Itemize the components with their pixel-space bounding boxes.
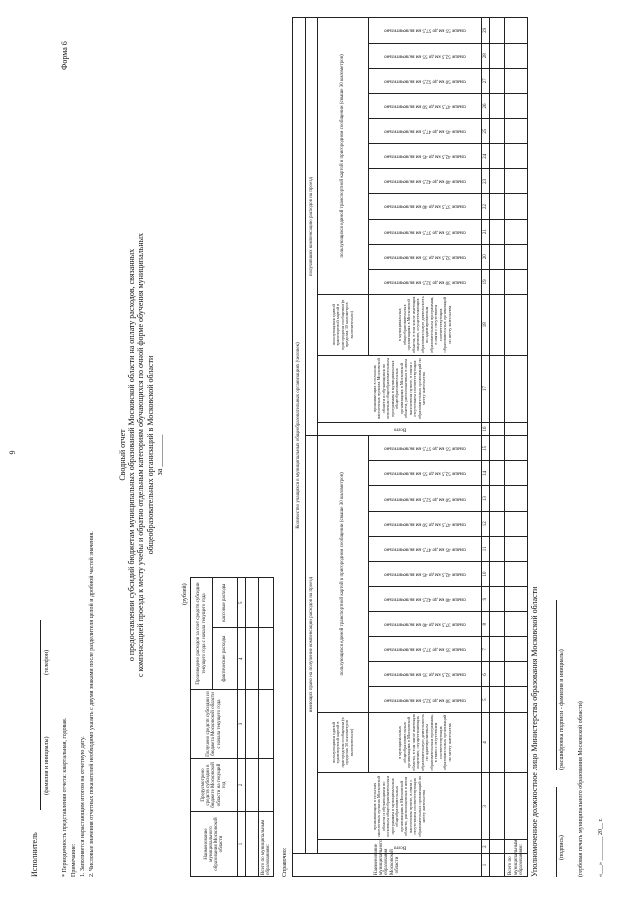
t2-total-cell <box>505 294 528 355</box>
t2-data-cell <box>490 587 505 612</box>
distance-band-header-2: свыше 32,5 км до 35 км включительно <box>369 244 482 269</box>
t2-col-number: 9 <box>482 587 490 612</box>
distance-band-header: свыше 37,5 км до 40 км включительно <box>369 612 482 637</box>
t2-data-cell <box>490 294 505 355</box>
note-2: 2. Числовые значения отчетных показателей необходимо указать с двумя знаками после разделителя целой и дробной частей значения. <box>89 531 95 877</box>
t2-total-cell <box>505 244 528 269</box>
t2-data-cell <box>490 355 505 422</box>
t2-total-cell <box>505 169 528 194</box>
t2-col-number: 7 <box>482 637 490 662</box>
t2-header-transport-over-30-2: пользующихся единой транспортной картой в пригородном сообщении (свыше 30 километров) <box>318 18 369 295</box>
table-students <box>292 17 528 877</box>
t1-col-number: 1 <box>238 812 246 877</box>
t2-data-cell <box>490 244 505 269</box>
t2-group-received: получивших компенсацию расходов на проезд <box>306 18 318 436</box>
form-label: Форма 6 <box>60 41 69 70</box>
report-title-line-4: общеобразовательных организаций в Московской области <box>145 355 155 555</box>
t2-data-cell <box>490 662 505 687</box>
note-1: 1. Заполняется нарастающим итогом на отчетную дату. <box>80 736 86 877</box>
t2-total-cell <box>505 194 528 219</box>
t1-total-cell <box>259 628 274 690</box>
t2-data-cell <box>490 486 505 511</box>
t2-total-cell <box>505 93 528 118</box>
t2-header-total: Всего <box>318 840 482 854</box>
executor-name-caption: (фамилия и инициалы) <box>44 736 50 795</box>
t1-total-cell <box>259 578 274 628</box>
report-title-line-2: о предоставлении субсидий бюджетам муниципальных образований Московской области на оплату расходов, связанных <box>127 248 137 662</box>
t2-data-cell <box>490 93 505 118</box>
decode-line <box>556 600 557 770</box>
report-period: за ________ <box>154 434 164 476</box>
t2-data-cell <box>490 68 505 93</box>
t2-col-number: 5 <box>482 687 490 712</box>
t2-data-cell <box>490 840 505 854</box>
t2-total-cell <box>505 355 528 422</box>
t2-header-top: Количество учащихся в муниципальных общеобразовательных организациях (человек) <box>293 18 306 854</box>
official-label: Уполномоченное должностное лицо Министерства образования Московской области <box>530 586 539 877</box>
t2-total-cell <box>505 712 528 773</box>
t2-total-cell <box>505 119 528 144</box>
report-title-line-1: Сводный отчет <box>118 429 127 481</box>
t2-header-transport-30: пользующихся единой транспортной картой в пригородном сообщении (в пределах 30 километров включительно) <box>318 712 369 773</box>
t1-subheader-actual: фактические расходы <box>213 628 238 690</box>
t2-col-number: 27 <box>482 68 490 93</box>
t2-total-cell <box>505 637 528 662</box>
t1-col-number: 5 <box>238 578 246 628</box>
t2-col-number: 29 <box>482 18 490 44</box>
distance-band-header-2: свыше 45 км до 47,5 км включительно <box>369 119 482 144</box>
t2-col-number: 13 <box>482 486 490 511</box>
date-line: «___» ________ 20__ г. <box>598 818 604 877</box>
t2-data-cell <box>490 612 505 637</box>
t2-data-cell <box>490 422 505 436</box>
t2-data-cell <box>490 511 505 536</box>
t1-header-received: Получено средств субсидии из бюджета Московской области с начала текущего года <box>191 690 238 759</box>
t2-col-number: 15 <box>482 436 490 461</box>
t2-total-cell <box>505 561 528 586</box>
distance-band-header-2: свыше 55 км до 57,5 км включительно <box>369 18 482 44</box>
report-title <box>118 125 164 785</box>
t2-data-cell <box>490 169 505 194</box>
t2-total-cell <box>505 773 528 840</box>
t2-data-cell <box>490 194 505 219</box>
decode-caption: (расшифровка подписи - фамилия и инициалы) <box>559 649 565 770</box>
t2-header-municipal-orgs-2: в муниципальных общеобразовательных организациях в Московской области, в том числе имеющих лицензию, осуществляющих образовательную деятельность по адаптированным образовательным программам, в связи с отсутствием соответствующих образовательных организаций по месту жительства <box>369 294 482 355</box>
distance-band-header-2: свыше 50 км до 52,5 км включительно <box>369 68 482 93</box>
t2-data-cell <box>490 436 505 461</box>
distance-band-header: свыше 55 км до 57,5 км включительно <box>369 436 482 461</box>
t2-header-total-2: Всего <box>318 422 482 436</box>
t2-data-cell <box>490 461 505 486</box>
t2-total-cell <box>505 269 528 294</box>
t1-data-cell <box>246 812 259 877</box>
distance-band-header: свыше 30 км до 32,5 км включительно <box>369 687 482 712</box>
distance-band-header: свыше 35 км до 37,5 км включительно <box>369 637 482 662</box>
t2-col-number: 11 <box>482 536 490 561</box>
t2-total-cell <box>505 43 528 68</box>
t2-col-number: 17 <box>482 355 490 422</box>
t2-data-cell <box>490 853 505 876</box>
distance-band-header-2: свыше 30 км до 32,5 км включительно <box>369 269 482 294</box>
t2-data-cell <box>490 687 505 712</box>
t1-header-spent: Произведено расходов за счет средств субсидии текущего года с начала текущего года <box>191 578 213 690</box>
t2-col-number: 25 <box>482 119 490 144</box>
t2-total-cell <box>505 612 528 637</box>
executor-line <box>40 620 41 810</box>
distance-band-header: свыше 32,5 км до 35 км включительно <box>369 662 482 687</box>
t1-data-cell <box>246 690 259 759</box>
t2-col-number: 4 <box>482 712 490 773</box>
unit-label: (рублей) <box>182 583 188 605</box>
t2-col-number: 24 <box>482 144 490 169</box>
distance-band-header: свыше 40 км до 42,5 км включительно <box>369 587 482 612</box>
t2-header-municipal-orgs: в муниципальных общеобразовательных организациях в Московской области, в том числе имеющих лицензию, осуществляющих образовательную деятельность по адаптированным образовательным программам, в связи с отсутствием соответствующих образовательных организаций по месту жительства <box>369 712 482 773</box>
distance-band-header-2: свыше 47,5 км до 50 км включительно <box>369 93 482 118</box>
t2-data-cell <box>490 119 505 144</box>
t2-col-number: 12 <box>482 511 490 536</box>
t2-total-cell <box>505 587 528 612</box>
executor-phone-caption: (телефон) <box>44 649 50 675</box>
t2-col-number: 21 <box>482 219 490 244</box>
t1-data-cell <box>246 578 259 628</box>
t2-total-cell <box>505 486 528 511</box>
t1-header-municipality: Наименование муниципального образования Московской области <box>191 812 238 877</box>
t2-data-cell <box>490 18 505 44</box>
report-title-line-3: с компенсацией проезда к месту учебы и обратно отдельным категориям обучающихся по очной форме обучения муниципальных <box>136 232 146 678</box>
t1-header-planned: Предусмотрено средств субсидии в бюджете Московской области на текущий год <box>191 759 238 812</box>
distance-band-header: свыше 45 км до 47,5 км включительно <box>369 536 482 561</box>
note-periodicity: * Периодичность представления отчета: квартальная, годовая. <box>62 717 68 877</box>
t1-total-cell <box>259 690 274 759</box>
distance-band-header: свыше 50 км до 52,5 км включительно <box>369 486 482 511</box>
t2-col-number: 16 <box>482 422 490 436</box>
t1-total-label: Всего по муниципальным образованиям: <box>259 812 274 877</box>
distance-band-header-2: свыше 42,5 км до 45 км включительно <box>369 144 482 169</box>
page-number: 9 <box>8 450 17 455</box>
distance-band-header: свыше 52,5 км до 55 км включительно <box>369 461 482 486</box>
t2-data-cell <box>490 773 505 840</box>
t2-header-transport-over-30: пользующихся единой транспортной картой в пригородном сообщении (свыше 30 километров) <box>318 436 369 712</box>
note-title: Примечание: <box>71 843 77 877</box>
t2-header-municipality: Наименование муниципального образования Московской области <box>293 853 482 876</box>
t2-col-number: 1 <box>482 853 490 876</box>
sign-line <box>556 787 557 877</box>
t2-col-number: 10 <box>482 561 490 586</box>
t1-total-cell <box>259 759 274 812</box>
t2-data-cell <box>490 637 505 662</box>
stamp-caption: (гербовая печать муниципального образования Московской области) <box>578 701 584 877</box>
t2-total-cell <box>505 144 528 169</box>
t2-col-number: 22 <box>482 194 490 219</box>
t2-total-cell <box>505 436 528 461</box>
distance-band-header-2: свыше 35 км до 37,5 км включительно <box>369 219 482 244</box>
t2-col-number: 8 <box>482 612 490 637</box>
t2-col-number: 18 <box>482 294 490 355</box>
t2-total-cell <box>505 18 528 44</box>
t2-data-cell <box>490 712 505 773</box>
t1-col-number: 4 <box>238 628 246 690</box>
t1-col-number: 2 <box>238 759 246 812</box>
t2-col-number: 3 <box>482 773 490 840</box>
t2-header-transport-30-2: пользующихся единой транспортной картой в пригородном сообщении (в пределах 30 километров включительно) <box>318 294 369 355</box>
executor-label: Исполнитель <box>30 832 39 877</box>
reference-label: Справочно: <box>282 847 288 877</box>
t2-total-cell <box>505 511 528 536</box>
t2-col-number: 2 <box>482 840 490 854</box>
t2-total-cell <box>505 461 528 486</box>
t1-data-cell <box>246 628 259 690</box>
distance-band-header-2: свыше 37,5 км до 40 км включительно <box>369 194 482 219</box>
t2-col-number: 23 <box>482 169 490 194</box>
t2-header-rural: проживающих в сельских населенных пунктах Московской области и обучающихся по основным общеобразовательным программам в муниципальных общеобразовательных организациях в Московской области, расположенных в ином населенном пункте, в связи с отсутствием соответствующих образовательных организаций по месту жительства <box>318 773 482 840</box>
distance-band-header: свыше 42,5 км до 45 км включительно <box>369 561 482 586</box>
t2-total-cell <box>505 68 528 93</box>
t2-data-cell <box>490 536 505 561</box>
t2-col-number: 26 <box>482 93 490 118</box>
t2-col-number: 19 <box>482 269 490 294</box>
t2-data-cell <box>490 43 505 68</box>
t2-data-cell <box>490 269 505 294</box>
t2-total-cell <box>505 422 528 436</box>
distance-band-header-2: свыше 40 км до 42,5 км включительно <box>369 169 482 194</box>
t2-data-cell <box>490 219 505 244</box>
table-summary <box>190 577 274 877</box>
t2-col-number: 14 <box>482 461 490 486</box>
t2-data-cell <box>490 144 505 169</box>
sign-caption: (подпись) <box>559 835 565 860</box>
t1-data-cell <box>246 759 259 812</box>
distance-band-header: свыше 47,5 км до 50 км включительно <box>369 511 482 536</box>
distance-band-header-2: свыше 52,5 км до 55 км включительно <box>369 43 482 68</box>
t2-data-cell <box>490 561 505 586</box>
t2-col-number: 6 <box>482 662 490 687</box>
t1-col-number: 3 <box>238 690 246 759</box>
t2-header-rural-2: проживающих в сельских населенных пунктах Московской области и обучающихся по основным общеобразовательным программам в муниципальных общеобразовательных организациях в Московской области, расположенных в ином населенном пункте, в связи с отсутствием соответствующих образовательных организаций по месту жительства <box>318 355 482 422</box>
t1-subheader-cash: кассовые расходы <box>213 578 238 628</box>
t2-total-cell <box>505 536 528 561</box>
t2-total-label: Всего по муниципальным образованиям: <box>505 853 528 876</box>
t2-total-cell <box>505 687 528 712</box>
t2-group-eligible: имеющих право на получение компенсации расходов на проезд <box>306 436 318 854</box>
t2-total-cell <box>505 219 528 244</box>
t2-total-cell <box>505 662 528 687</box>
t2-col-number: 20 <box>482 244 490 269</box>
t2-col-number: 28 <box>482 43 490 68</box>
